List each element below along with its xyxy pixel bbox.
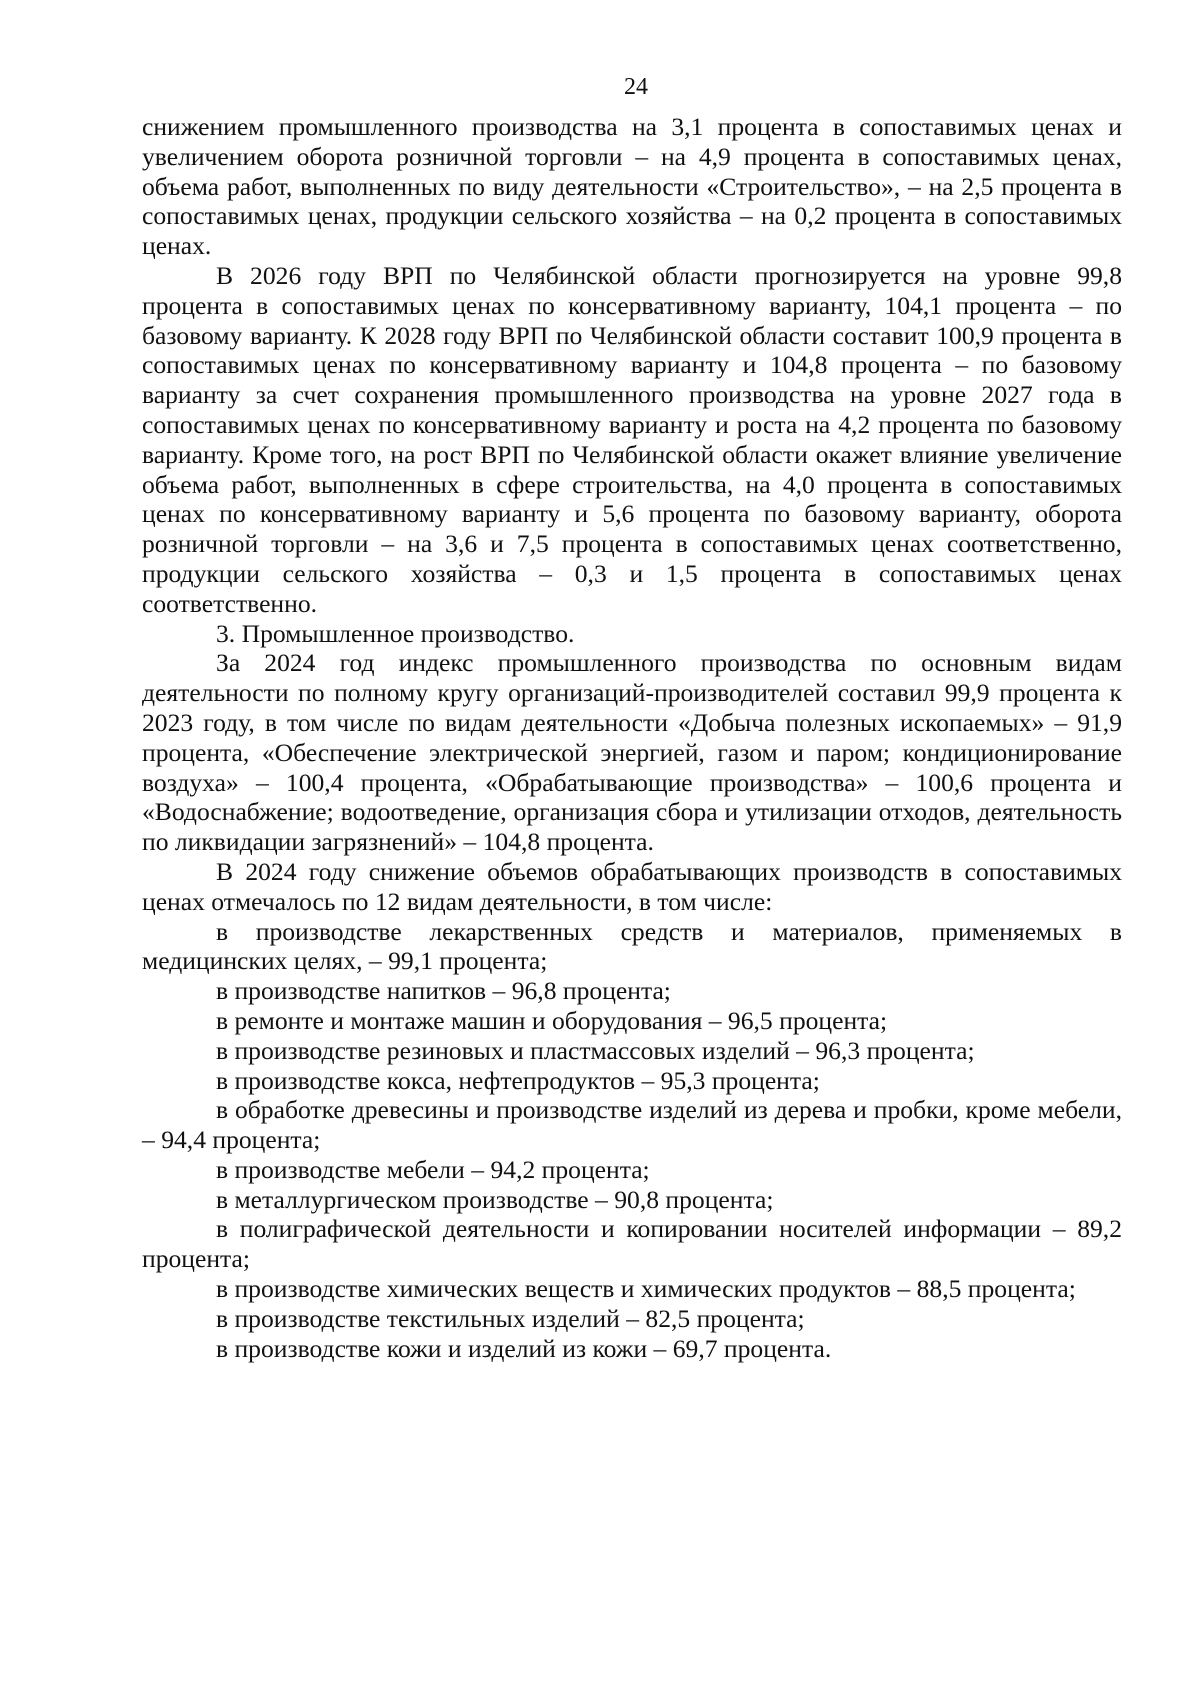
paragraph-decline-intro: В 2024 году снижение объемов обрабатывающих производств в сопоставимых ценах отмечалось по 12 видам деятельности, в том числе: xyxy=(142,856,1122,916)
list-item: в производстве химических веществ и химических продуктов – 88,5 процента; xyxy=(216,1274,1076,1304)
list-item: в производстве резиновых и пластмассовых изделий – 96,3 процента; xyxy=(216,1035,975,1065)
section-heading: 3. Промышленное производство. xyxy=(216,618,575,648)
list-item: в ремонте и монтаже машин и оборудования – 96,5 процента; xyxy=(216,1005,888,1035)
list-item: в производстве кокса, нефтепродуктов – 95,3 процента; xyxy=(216,1065,820,1095)
list-item: в производстве мебели – 94,2 процента; xyxy=(216,1154,650,1184)
list-item: в обработке древесины и производстве изделий из дерева и пробки, кроме мебели, – 94,4 процента; xyxy=(142,1095,1122,1155)
paragraph-vrp-forecast: В 2026 году ВРП по Челябинской области прогнозируется на уровне 99,8 процента в сопоставимых ценах по консервативному варианту, 104,1 процента – по базовому варианту. К 2028 году ВРП по Челябинской области составит 100,9 процента в сопоставимых ценах по консервативному варианту и 104,8 процента – по базовому варианту за счет сохранения промышленного производства на уровне 2027 года в сопоставимых ценах по консервативному варианту и роста на 4,2 процента по базовому варианту. Кроме того, на рост ВРП по Челябинской области окажет влияние увеличение объема работ, выполненных в сфере строительства, на 4,0 процента в сопоставимых ценах по консервативному варианту и 5,6 процента по базовому варианту, оборота розничной торговли – на 3,6 и 7,5 процента в сопоставимых ценах соответственно, продукции сельского хозяйства – 0,3 и 1,5 процента в сопоставимых ценах соответственно. xyxy=(142,260,1122,618)
list-item: в производстве текстильных изделий – 82,5 процента; xyxy=(216,1303,805,1333)
list-item: в производстве кожи и изделий из кожи – 69,7 процента. xyxy=(216,1333,832,1363)
paragraph-industrial-index: За 2024 год индекс промышленного производства по основным видам деятельности по полному кругу организаций-производителей составил 99,9 процента к 2023 году, в том числе по видам деятельности «Добыча полезных ископаемых» – 91,9 процента, «Обеспечение электрической энергией, газом и паром; кондиционирование воздуха» – 100,4 процента, «Обрабатывающие производства» – 100,6 процента и «Водоснабжение; водоотведение, организация сбора и утилизации отходов, деятельность по ликвидации загрязнений» – 104,8 процента. xyxy=(142,648,1122,857)
list-item: в металлургическом производстве – 90,8 процента; xyxy=(216,1184,774,1214)
paragraph-continuation: снижением промышленного производства на 3,1 процента в сопоставимых ценах и увеличением оборота розничной торговли – на 4,9 процента в сопоставимых ценах, объема работ, выполненных по виду деятельности «Строительство», – на 2,5 процента в сопоставимых ценах, продукции сельского хозяйства – на 0,2 процента в сопоставимых ценах. xyxy=(142,112,1122,261)
list-item: в полиграфической деятельности и копировании носителей информации – 89,2 процента; xyxy=(142,1214,1122,1274)
document-body xyxy=(142,112,1122,1363)
list-item: в производстве лекарственных средств и материалов, применяемых в медицинских целях, – 99,1 процента; xyxy=(142,916,1122,976)
page-number: 24 xyxy=(624,74,648,100)
list-item: в производстве напитков – 96,8 процента; xyxy=(216,976,671,1006)
